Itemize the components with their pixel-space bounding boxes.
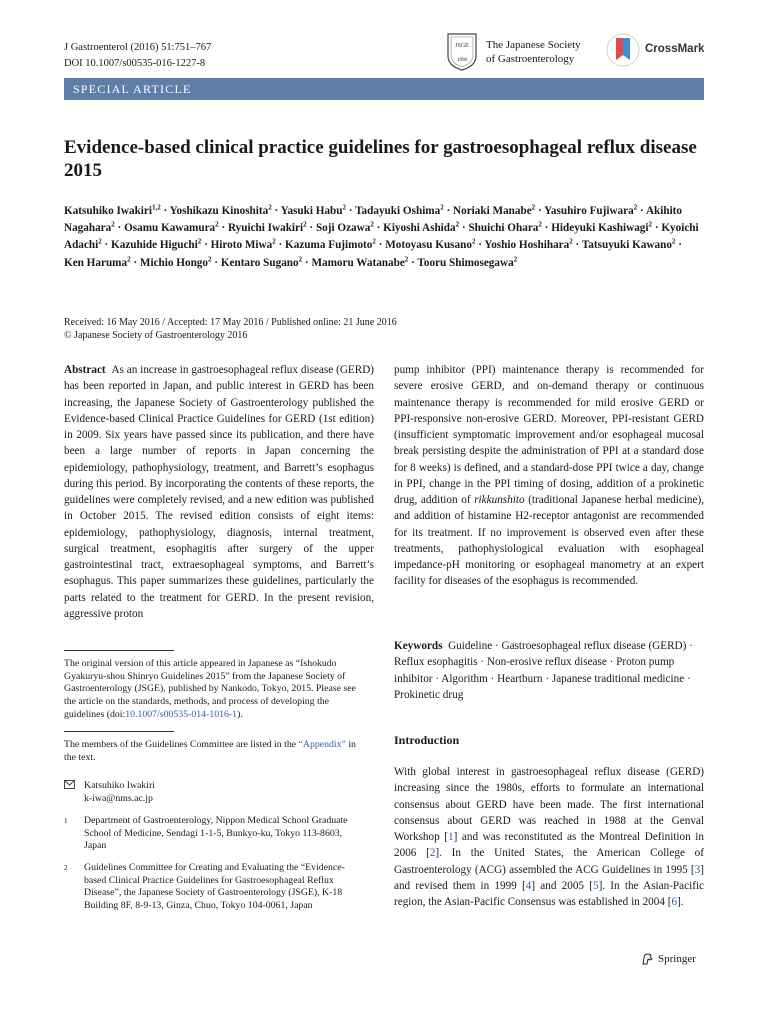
- original-version-note: [64, 658, 364, 722]
- author-name: Akihito Nagahara: [64, 205, 682, 235]
- author-name: Kazuhide Higuchi: [111, 239, 198, 252]
- committee-text: The members of the Guidelines Committee are listed in the: [64, 739, 297, 750]
- author-affiliation: 2: [298, 254, 303, 263]
- crossmark-label[interactable]: CrossMark: [645, 43, 705, 55]
- springer-horse-icon: [640, 952, 654, 966]
- author-affiliation: 2: [440, 203, 444, 212]
- author-name: Kazuma Fujimoto: [285, 239, 373, 252]
- introduction-text-segment: ]. In the United States, the American College of Gastroenterology (ACG) assembled the ACG Guidelines in 1995 [: [394, 847, 704, 876]
- author-affiliation: 2: [648, 220, 653, 229]
- author-name: Hiroto Miwa: [210, 239, 273, 252]
- crossmark-icon[interactable]: [606, 30, 640, 70]
- footnote-divider: [64, 731, 174, 732]
- logo-text-bottom: 1898: [457, 58, 467, 63]
- author-name: Kentaro Sugano: [220, 256, 299, 269]
- author-affiliation: 2: [404, 254, 409, 263]
- author-affiliation: 1,2: [151, 203, 161, 212]
- reference-link[interactable]: 5: [592, 879, 599, 892]
- author-name: Kiyoshi Ashida: [383, 222, 456, 235]
- author-name: Katsuhiko Iwakiri: [64, 205, 152, 217]
- correspondence-email[interactable]: k-iwa@nms.ac.jp: [84, 792, 153, 804]
- reference-link[interactable]: 6: [671, 896, 678, 908]
- publisher-name: Springer: [658, 953, 696, 965]
- author-name: Motoyasu Kusano: [385, 239, 472, 252]
- jsge-seal-icon: [444, 30, 480, 72]
- society-name-line1: The Japanese Society: [486, 39, 581, 51]
- reference-link[interactable]: 4: [525, 879, 532, 892]
- author-affiliation: 2: [513, 254, 518, 263]
- author-name: Tatsuyuki Kawano: [581, 239, 672, 252]
- affiliation-1-text: Department of Gastroenterology, Nippon Medical School Graduate School of Medicine, Sendagi 1-1-5, Bunkyo-ku, Tokyo 113-8603, Japan: [84, 815, 348, 852]
- author-name: Yoshikazu Kinoshita: [169, 205, 269, 217]
- author-affiliation: 2: [342, 203, 346, 212]
- author-affiliation: 2: [569, 237, 573, 246]
- publication-dates: [64, 316, 397, 342]
- author-affiliation: 2: [111, 220, 115, 229]
- author-affiliation: 2: [207, 254, 212, 263]
- author-name: Hideyuki Kashiwagi: [551, 222, 649, 235]
- copyright-line: © Japanese Society of Gastroenterology 2016: [64, 330, 248, 341]
- author-affiliation: 2: [127, 254, 131, 263]
- reference-link[interactable]: 2: [429, 847, 436, 860]
- reference-link[interactable]: 1: [448, 831, 454, 843]
- author-affiliation: 2: [197, 237, 202, 246]
- author-affiliation: 2: [471, 237, 476, 246]
- dates-line: Received: 16 May 2016 / Accepted: 17 May 2016 / Published online: 21 June 2016: [64, 317, 397, 328]
- reference-link[interactable]: 3: [694, 863, 701, 876]
- author-name: Yoshio Hoshihara: [484, 239, 570, 252]
- journal-reference: J Gastroenterol (2016) 51:751–767: [64, 42, 212, 53]
- envelope-icon: [64, 780, 84, 805]
- committee-text-end: in the text.: [64, 739, 356, 763]
- logo-text-top: JSGE: [455, 43, 469, 49]
- author-affiliation: 2: [272, 237, 276, 246]
- author-name: Ryuichi Iwakiri: [227, 222, 304, 235]
- affiliation-2-mark: 2: [64, 864, 68, 872]
- appendix-link[interactable]: “Appendix”: [298, 739, 346, 750]
- introduction-text: [394, 764, 704, 910]
- author-affiliation: 2: [215, 220, 219, 229]
- author-name: Kyoichi Adachi: [64, 222, 699, 252]
- article-type-banner: SPECIAL ARTICLE: [64, 78, 704, 100]
- introduction-text-segment: ].: [677, 896, 684, 908]
- author-name: Tooru Shimosegawa: [417, 256, 514, 269]
- keywords-label: Keywords: [394, 640, 443, 652]
- author-affiliation: 2: [372, 237, 376, 246]
- author-affiliation: 2: [268, 203, 272, 212]
- keywords-text: Guideline · Gastroesophageal reflux disease (GERD) · Reflux esophagitis · Non-erosive reflux disease · Proton pump inhibitor · Algorithm · Heartburn · Japanese traditional medicine · Prokinetic drug: [394, 640, 693, 701]
- journal-citation: [64, 40, 211, 72]
- abstract-text-right-b: (traditional Japanese herbal medicine), and addition of histamine H2-receptor antagonist are recommended for its treatment. If no improvement is observed even after these treatments, pathophysiological evaluation with esophageal impedance-pH monitoring or esophageal manometry at an expert facility for diseases of the esophagus is recommended.: [394, 494, 705, 588]
- keywords-block: [394, 638, 704, 703]
- abstract-text-right-a: pump inhibitor (PPI) maintenance therapy is recommended for severe erosive GERD, and on-demand therapy or continuous maintenance therapy is recommended for mild erosive GERD or PPI-responsive non-erosive GERD. Moreover, PPI-resistant GERD (insufficient symptomatic improvement and/or esophageal mucosal break persisting despite the administration of PPI at a standard dose for 8 weeks) is defined, and a standard-dose PPI twice a day, change in PPI, change in the PPI timing of dosing, addition of a prokinetic drug, addition of: [394, 364, 704, 506]
- abstract-left: [64, 362, 374, 622]
- author-affiliation: 2: [671, 237, 676, 246]
- introduction-section: [394, 733, 704, 910]
- introduction-text-segment: With global interest in gastroesophageal reflux disease (GERD) increasing since the 1980s, efforts to formulate an international consensus about GERD have been made. The first international consensus about GERD was reached in 1988 at the Genval Workshop [: [394, 766, 704, 843]
- original-version-text: The original version of this article appeared in Japanese as “Ishokudo Gyakuryu-shou Shinryo Guidelines 2015” from the Japanese Society of Gastroenterology (JSGE), published by Nankodo, Tokyo, 2015. Please see the article on the standards, methods, and process of developing the guidelines (doi:: [64, 658, 356, 720]
- affiliation-2-text: Guidelines Committee for Creating and Evaluating the “Evidence-based Clinical Practice Guidelines for Gastroesophageal Reflux Disease”, the Japanese Society of Gastroenterology (JSGE), K-18 Building 8F, 8-9-13, Ginza, Chuo, Tokyo 104-0061, Japan: [84, 862, 345, 912]
- affiliation-1-mark: 1: [64, 817, 68, 825]
- introduction-text-segment: ]. In the Asian-Pacific region, the Asian-Pacific Consensus was established in 2004 [: [394, 879, 704, 908]
- author-name: Ken Haruma: [64, 256, 128, 269]
- affiliation-1: [64, 815, 364, 853]
- author-affiliation: 2: [633, 203, 638, 212]
- original-version-text-end: ).: [237, 708, 243, 720]
- author-list: Katsuhiko Iwakiri$^{1,2}$ · Yoshikazu Kinoshita$^2$ · Yasuki Habu$^2$ · Tadayuki Oshima$^2$ · Noriaki Manabe$^2$ · Yasuhiro Fujiwara$^2$ · Akihito Nagahara$^2$ · Osamu Kawamura$^2$ · Ryuichi Iwakiri$^2$ · Soji Ozawa$^2$ · Kiyoshi Ashida$^2$ · Shuichi Ohara$^2$ · Hideyuki Kashiwagi$^2$ · Kyoichi Adachi$^2$ · Kazuhide Higuchi$^2$ · Hiroto Miwa$^2$ · Kazuma Fujimoto$^2$ · Motoyasu Kusano$^2$ · Yoshio Hoshihara$^2$ · Tatsuyuki Kawano$^2$ · Ken Haruma$^2$ · Michio Hongo$^2$ · Kentaro Sugano$^2$ · Mamoru Watanabe$^2$ · Tooru Shimosegawa$^2$: [64, 203, 699, 269]
- author-affiliation: 2: [538, 220, 542, 229]
- author-affiliation: 2: [531, 203, 536, 212]
- author-name: Michio Hongo: [139, 256, 208, 269]
- abstract-right: [394, 362, 704, 590]
- article-title: Evidence-based clinical practice guidelines for gastroesophageal reflux disease 2015: [64, 137, 697, 181]
- introduction-text-segment: ] and 2005 [: [531, 879, 593, 892]
- author-affiliation: 2: [455, 220, 460, 229]
- author-name: Shuichi Ohara: [468, 222, 539, 235]
- committee-note: [64, 739, 364, 764]
- original-version-doi-link[interactable]: 10.1007/s00535-014-1016-1: [125, 708, 238, 720]
- author-name: Soji Ozawa: [315, 222, 371, 235]
- right-column: [394, 362, 704, 590]
- introduction-heading: Introduction: [394, 733, 460, 747]
- introduction-text-segment: ] and was reconstituted as the Montreal Definition in 2006 [: [394, 831, 705, 860]
- author-name: Tadayuki Oshima: [355, 205, 441, 217]
- author-affiliation: 2: [303, 220, 307, 229]
- correspondence: [64, 780, 364, 805]
- author-name: Osamu Kawamura: [124, 222, 216, 235]
- author-affiliation: 2: [370, 220, 374, 229]
- abstract-italic-term: rikkunshito: [474, 494, 525, 506]
- footnote-divider: [64, 650, 174, 651]
- author-affiliation: 2: [98, 237, 102, 246]
- society-name-line2: of Gastroenterology: [486, 53, 575, 65]
- abstract-text-left: As an increase in gastroesophageal reflux disease (GERD) has been reported in Japan, and public interest in GERD has been increasing, the Japanese Society of Gastroenterology published the Evidence-based Clinical Practice Guidelines for GERD (1st edition) in 2009. Six years have passed since its publication, and there have been a large number of reports in Japan concerning the epidemiology, pathophysiology, treatment, and Barrett’s esophagus during this period. By incorporating the contents of these reports, the guidelines were completely revised, and a new edition was published in October 2015. The revised edition consists of eight items: epidemiology, pathophysiology, diagnosis, internal treatment, surgical treatment, esophagitis after surgery of the upper gastrointestinal tract, extraesophageal symptoms, and Barrett’s esophagus. This paper summarizes these guidelines, particularly the parts related to the treatment for GERD. In the present revision, aggressive proton: [64, 364, 374, 620]
- doi-line: DOI 10.1007/s00535-016-1227-8: [64, 58, 206, 69]
- left-column: [64, 362, 374, 622]
- author-name: Noriaki Manabe: [453, 205, 532, 217]
- affiliation-2: [64, 862, 364, 913]
- publisher-mark: [640, 952, 696, 966]
- author-name: Yasuhiro Fujiwara: [544, 205, 634, 217]
- correspondence-name: Katsuhiko Iwakiri: [84, 780, 156, 791]
- author-name: Yasuki Habu: [280, 205, 343, 217]
- author-name: Mamoru Watanabe: [311, 256, 405, 269]
- society-name: [486, 38, 581, 66]
- abstract-label: Abstract: [64, 364, 106, 376]
- introduction-text-segment: ] and revised them in 1999 [: [394, 863, 704, 892]
